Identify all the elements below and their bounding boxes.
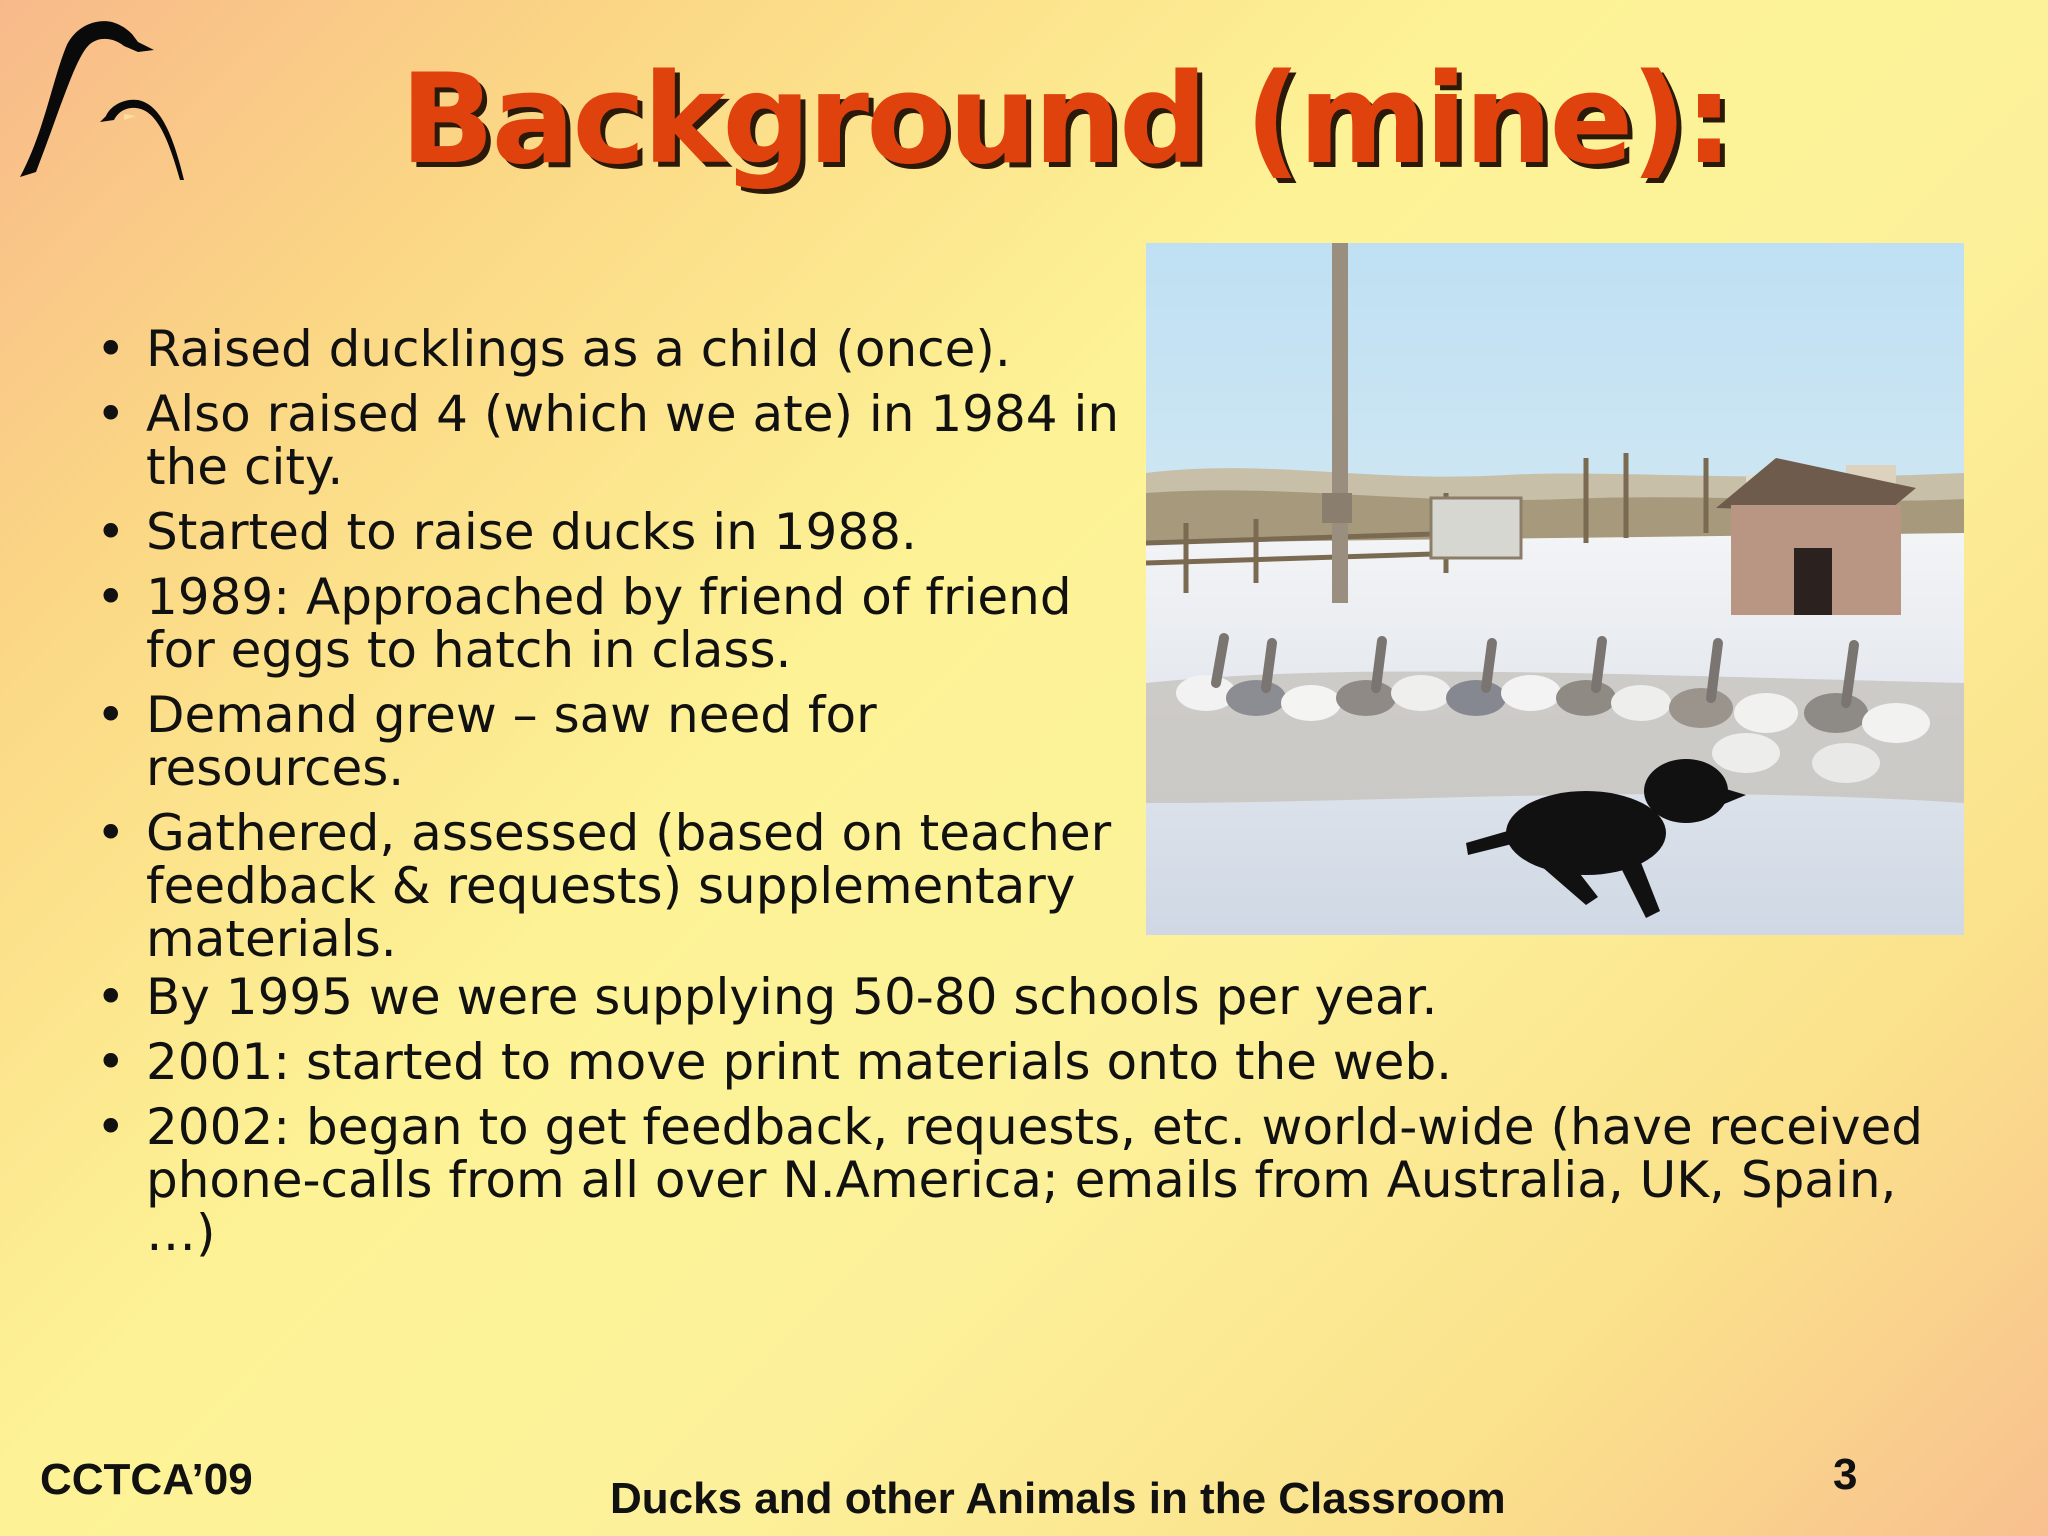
bullet-item [96, 686, 1136, 797]
bullet-item [96, 804, 1136, 968]
bullet-item [96, 1033, 1976, 1091]
bullet-item [96, 568, 1136, 679]
bullet-item [96, 1098, 1976, 1262]
bullet-text: Started to raise ducks in 1988. [146, 503, 917, 561]
bullet-text: 1989: Approached by friend of friend for eggs to hatch in class. [146, 568, 1072, 679]
geese-dog-snow-photo [1146, 243, 1964, 935]
bullet-text: 2001: started to move print materials onto the web. [146, 1033, 1453, 1091]
bullet-item [96, 503, 1136, 561]
bullet-item [96, 968, 1976, 1026]
footer-page-number: 3 [1833, 1450, 1858, 1499]
footer-conference-label: CCTCA’09 [40, 1455, 253, 1504]
bullet-dot-icon: • [96, 804, 126, 862]
bullet-item [96, 320, 1136, 378]
bullet-dot-icon: • [96, 1033, 126, 1091]
footer-presentation-title: Ducks and other Animals in the Classroom [610, 1474, 1506, 1523]
bullet-text: Gathered, assessed (based on teacher feedback & requests) supplementary materials. [146, 804, 1112, 968]
bullet-text: Also raised 4 (which we ate) in 1984 in the city. [146, 385, 1120, 496]
bullet-text: Raised ducklings as a child (once). [146, 320, 1011, 378]
bullet-dot-icon: • [96, 1098, 126, 1156]
bullet-item [96, 385, 1136, 496]
upper-bullet-list [96, 320, 1136, 978]
bullet-dot-icon: • [96, 503, 126, 561]
duck-logo-icon [14, 12, 204, 182]
bullet-dot-icon: • [96, 686, 126, 744]
lower-bullet-list [96, 968, 1976, 1272]
bullet-dot-icon: • [96, 968, 126, 1026]
slide-title: Background (mine): [400, 48, 1731, 192]
bullet-dot-icon: • [96, 568, 126, 626]
bullet-text: Demand grew – saw need for resources. [146, 686, 877, 797]
bullet-dot-icon: • [96, 320, 126, 378]
bullet-dot-icon: • [96, 385, 126, 443]
bullet-text: 2002: began to get feedback, requests, etc. world-wide (have received phone-calls from all over N.America; emails from Australia, UK, Spain, …) [146, 1098, 1923, 1262]
bullet-text: By 1995 we were supplying 50-80 schools per year. [146, 968, 1438, 1026]
